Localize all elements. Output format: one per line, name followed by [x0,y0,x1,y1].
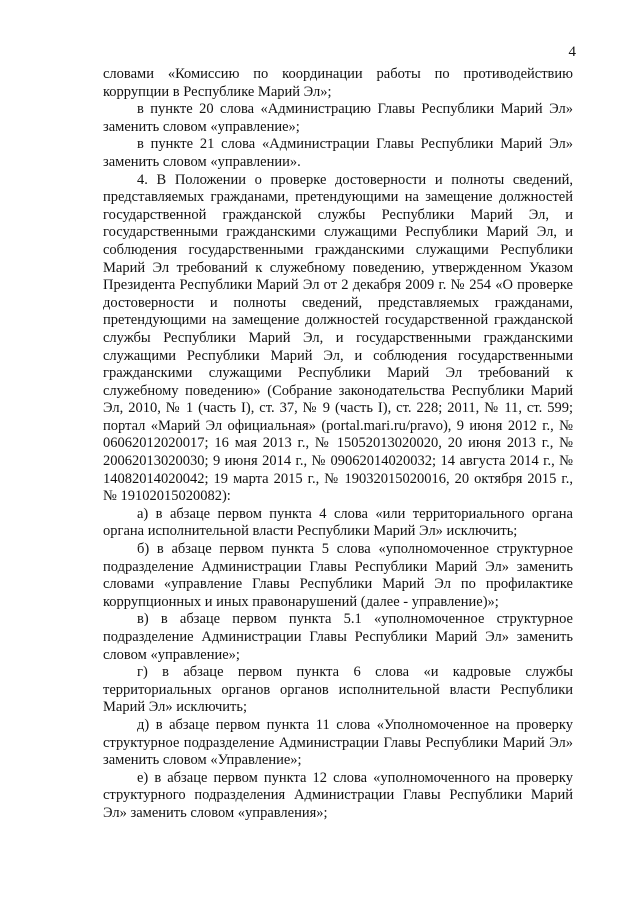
paragraph: в пункте 21 слова «Администрации Главы Республики Марий Эл» заменить словом «управлении». [103,136,573,170]
paragraph: б) в абзаце первом пункта 5 слова «уполномоченное структурное подразделение Администрации Главы Республики Марий Эл» заменить словами «управление Главы Республики Марий Эл по профилактике коррупционных и иных правонарушений (далее - управление)»; [103,541,573,610]
paragraph: е) в абзаце первом пункта 12 слова «уполномоченного на проверку структурного подразделения Администрации Главы Республики Марий Эл» заменить словом «управления»; [103,769,573,821]
paragraph: г) в абзаце первом пункта 6 слова «и кадровые службы территориальных органов органов исполнительной власти Республики Марий Эл» исключить; [103,664,573,716]
paragraph: а) в абзаце первом пункта 4 слова «или территориального органа органа исполнительной власти Республики Марий Эл» исключить; [103,505,573,540]
paragraph: в пункте 20 слова «Администрацию Главы Республики Марий Эл» заменить словом «управление»; [103,101,573,135]
page-number: 4 [568,44,576,60]
paragraph: в) в абзаце первом пункта 5.1 «уполномоченное структурное подразделение Администрации Главы Республики Марий Эл» заменить словом «управление»; [103,611,573,663]
document-body [103,66,573,823]
paragraph: словами «Комиссию по координации работы по противодействию коррупции в Республике Марий Эл»; [103,66,573,100]
paragraph: 4. В Положении о проверке достоверности и полноты сведений, представляемых гражданами, претендующими на замещение должностей государственной гражданской службы Республики Марий Эл, и государственными гражданскими служащими Республики Марий Эл, и соблюдения государственными гражданскими служащими Республики Марий Эл требований к служебному поведению, утвержденном Указом Президента Республики Марий Эл от 2 декабря 2009 г. № 254 «О проверке достоверности и полноты сведений, представляемых гражданами, претендующими на замещение должностей государственной гражданской службы Республики Марий Эл, и государственными гражданскими служащими Республики Марий Эл, и соблюдения государственными гражданскими служащими Республики Марий Эл требований к служебному поведению» (Собрание законодательства Республики Марий Эл, 2010, № 1 (часть I), ст. 37, № 9 (часть I), ст. 228; 2011, № 11, ст. 599; портал «Марий Эл официальная» (portal.mari.ru/pravo), 9 июня 2012 г., № 06062012020017; 16 мая 2013 г., № 15052013020020, 20 июня 2013 г., № 20062013020030; 9 июня 2014 г., № 09062014020032; 14 августа 2014 г., № 14082014020042; 19 марта 2015 г., № 19032015020016, 20 октября 2015 г., № 19102015020082): [103,171,573,505]
paragraph: д) в абзаце первом пункта 11 слова «Уполномоченное на проверку структурное подразделение Администрации Главы Республики Марий Эл» заменить словом «Управление»; [103,716,573,769]
